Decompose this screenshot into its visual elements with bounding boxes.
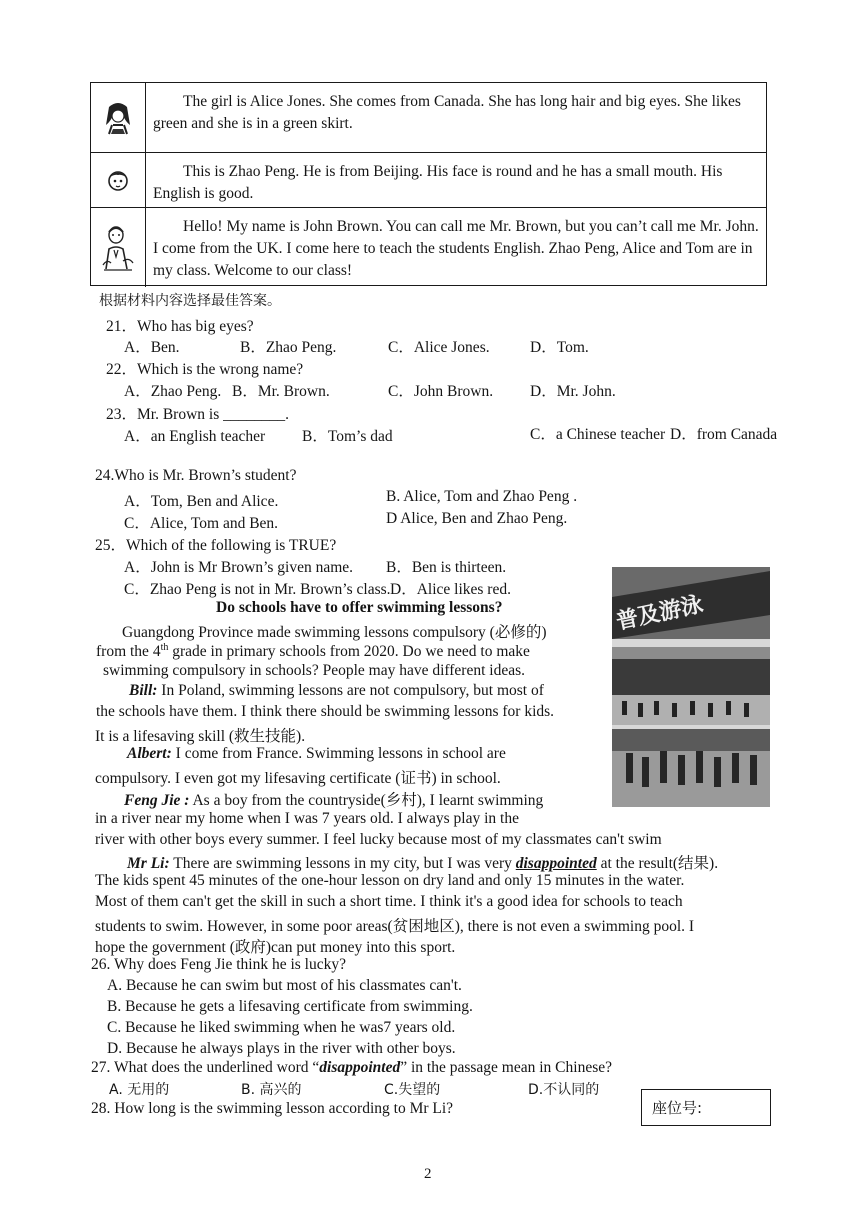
question-27-option-c: C.失望的 bbox=[384, 1082, 441, 1098]
question-27-stem-b: ” in the passage mean in Chinese? bbox=[400, 1059, 612, 1076]
mrli-paragraph-line-1 bbox=[127, 851, 718, 873]
swimming-class-photo bbox=[612, 567, 770, 807]
boy-portrait-icon bbox=[91, 153, 146, 207]
speaker-feng-jie: Feng Jie : bbox=[124, 792, 190, 809]
albert-text-1: I come from France. Swimming lessons in school are bbox=[175, 745, 506, 762]
girl-portrait-icon bbox=[91, 83, 146, 152]
question-23-option-c: C．a Chinese teacher bbox=[530, 426, 666, 443]
question-23-option-b: B．Tom’s dad bbox=[302, 428, 393, 445]
question-23-stem: 23．Mr. Brown is ________. bbox=[106, 406, 289, 423]
question-22-option-d: D．Mr. John. bbox=[530, 383, 616, 400]
fengjie-paragraph-line-2: in a river near my home when I was 7 years old. I always play in the bbox=[95, 810, 519, 827]
bill-text-1: In Poland, swimming lessons are not compulsory, but most of bbox=[161, 682, 544, 699]
question-27-stem bbox=[91, 1059, 612, 1077]
speaker-mr-li: Mr Li: bbox=[127, 855, 170, 872]
passage-intro-line-1: Guangdong Province made swimming lessons compulsory (必修的) bbox=[122, 624, 547, 641]
question-21-option-a: A．Ben. bbox=[124, 339, 180, 356]
mrli-paragraph-line-4: students to swim. However, in some poor areas(贫困地区), there is not even a swimming pool. I bbox=[95, 918, 695, 935]
mrli-paragraph-line-2: The kids spent 45 minutes of the one-hour lesson on dry land and only 15 minutes in the water. bbox=[95, 872, 685, 889]
character-table bbox=[90, 82, 767, 286]
fengjie-paragraph-line-1 bbox=[124, 788, 543, 810]
question-22-option-b: B．Mr. Brown. bbox=[232, 383, 330, 400]
albert-paragraph-line-1 bbox=[127, 745, 506, 763]
question-26-option-c: C. Because he liked swimming when he was7 years old. bbox=[107, 1019, 456, 1036]
question-21-option-c: C．Alice Jones. bbox=[388, 339, 490, 356]
underlined-word-disappointed: disappointed bbox=[515, 855, 597, 872]
mrli-paragraph-line-3: Most of them can't get the skill in such a short time. I think it's a good idea for schools to teach bbox=[95, 893, 683, 910]
mrli-text-1b: at the result(结果). bbox=[596, 855, 719, 872]
bill-paragraph-line-3: It is a lifesaving skill (救生技能). bbox=[95, 728, 306, 745]
question-24-option-c: C．Alice, Tom and Ben. bbox=[124, 515, 279, 532]
question-22-stem: 22．Which is the wrong name? bbox=[106, 361, 304, 378]
question-24-stem: 24.Who is Mr. Brown’s student? bbox=[95, 467, 297, 484]
table-row-alice bbox=[91, 83, 766, 153]
question-27-stem-word: disappointed bbox=[319, 1059, 401, 1076]
mrli-text-1a: There are swimming lessons in my city, but I was very bbox=[173, 855, 516, 872]
fengjie-paragraph-line-3: river with other boys every summer. I feel lucky because most of my classmates can't swim bbox=[95, 831, 662, 848]
bill-paragraph-line-1 bbox=[129, 682, 544, 700]
question-21-option-d: D．Tom. bbox=[530, 339, 589, 356]
question-23-option-d: D．from Canada bbox=[670, 426, 778, 443]
question-24-option-b: B. Alice, Tom and Zhao Peng . bbox=[386, 488, 578, 505]
bill-paragraph-line-2: the schools have them. I think there should be swimming lessons for kids. bbox=[96, 703, 555, 720]
question-27-option-b: B. 高兴的 bbox=[241, 1082, 302, 1098]
question-25-option-a: A．John is Mr Brown’s given name. bbox=[124, 559, 354, 576]
question-26-option-d: D. Because he always plays in the river with other boys. bbox=[107, 1040, 456, 1057]
question-27-option-d: D.不认同的 bbox=[528, 1082, 600, 1098]
question-27-stem-a: 27. What does the underlined word “ bbox=[91, 1059, 320, 1076]
question-25-option-b: B．Ben is thirteen. bbox=[386, 559, 507, 576]
question-22-option-a: A．Zhao Peng. bbox=[124, 383, 222, 400]
speaker-bill: Bill: bbox=[129, 682, 158, 699]
question-26-option-b: B. Because he gets a lifesaving certificate from swimming. bbox=[107, 998, 473, 1015]
page-number: 2 bbox=[424, 1166, 432, 1182]
question-21-stem: 21．Who has big eyes? bbox=[106, 318, 254, 335]
teacher-portrait-icon bbox=[91, 208, 146, 287]
question-24-option-a: A．Tom, Ben and Alice. bbox=[124, 493, 279, 510]
albert-paragraph-line-2: compulsory. I even got my lifesaving certificate (证书) in school. bbox=[95, 770, 501, 787]
photo-banner-text: 普及游泳 bbox=[614, 592, 706, 635]
passage-intro-line-2: from the 4th grade in primary schools from 2020. Do we need to make bbox=[96, 642, 530, 661]
question-26-option-a: A. Because he can swim but most of his classmates can't. bbox=[107, 977, 462, 994]
instruction: 根据材料内容选择最佳答案。 bbox=[99, 293, 281, 309]
question-24-option-d: D Alice, Ben and Zhao Peng. bbox=[386, 510, 568, 527]
question-27-option-a: A. 无用的 bbox=[109, 1082, 170, 1098]
passage-intro-line-3: swimming compulsory in schools? People may have different ideas. bbox=[103, 662, 526, 679]
john-brown-description: Hello! My name is John Brown. You can call me Mr. Brown, but you can’t call me Mr. John. I come from the UK. I come here to teach the students English. Zhao Peng, Alice and Tom are in my class. Welcome to our class! bbox=[153, 218, 759, 279]
question-22-option-c: C．John Brown. bbox=[388, 383, 494, 400]
passage-title: Do schools have to offer swimming lessons? bbox=[216, 599, 503, 616]
zhao-peng-description: This is Zhao Peng. He is from Beijing. His face is round and he has a small mouth. His English is good. bbox=[153, 163, 723, 202]
table-row-zhao-peng bbox=[91, 153, 766, 208]
question-25-option-d: D．Alice likes red. bbox=[390, 581, 511, 598]
seat-number-box[interactable] bbox=[641, 1089, 771, 1126]
question-25-stem: 25．Which of the following is TRUE? bbox=[95, 537, 337, 554]
alice-description: The girl is Alice Jones. She comes from Canada. She has long hair and big eyes. She likes green and she is in a green skirt. bbox=[153, 93, 741, 132]
question-21-option-b: B．Zhao Peng. bbox=[240, 339, 337, 356]
speaker-albert: Albert: bbox=[127, 745, 172, 762]
table-row-john-brown bbox=[91, 208, 766, 287]
question-23-option-a: A．an English teacher bbox=[124, 428, 266, 445]
question-26-stem: 26. Why does Feng Jie think he is lucky? bbox=[91, 956, 347, 973]
mrli-paragraph-line-5: hope the government (政府)can put money into this sport. bbox=[95, 939, 456, 956]
fengjie-text-1: As a boy from the countryside(乡村), I learnt swimming bbox=[192, 792, 544, 809]
question-28-stem: 28. How long is the swimming lesson according to Mr Li? bbox=[91, 1100, 454, 1117]
question-25-option-c: C．Zhao Peng is not in Mr. Brown’s class. bbox=[124, 581, 391, 598]
seat-number-label: 座位号: bbox=[652, 1099, 703, 1117]
